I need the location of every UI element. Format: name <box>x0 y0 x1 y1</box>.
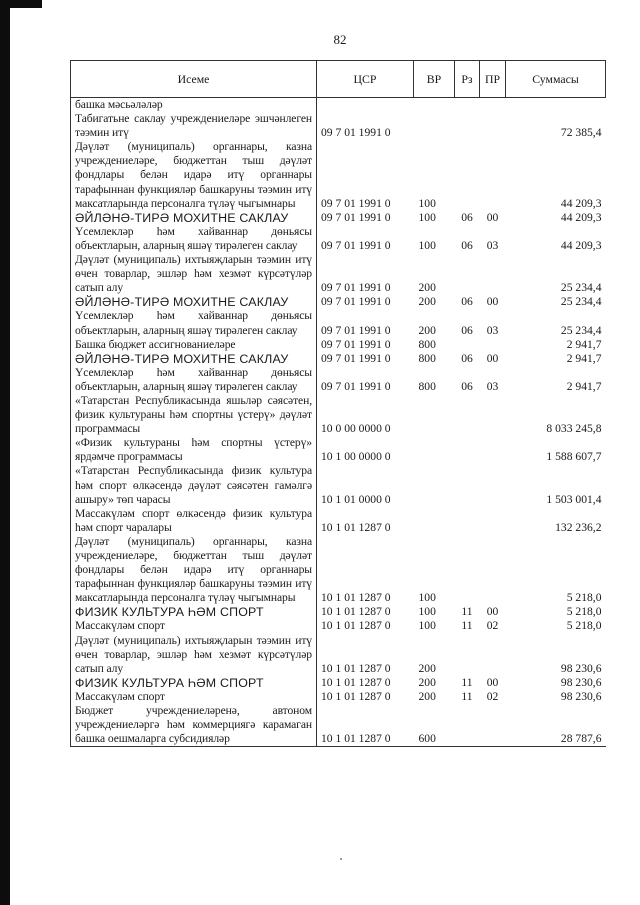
budget-table <box>70 60 606 747</box>
cell-vr <box>414 436 455 464</box>
table-row <box>71 690 606 704</box>
cell-sum: 2 941,7 <box>566 379 602 393</box>
table-row <box>71 98 606 141</box>
cell-name: Башка бюджет ассигнованиеләре <box>71 338 317 352</box>
cell-csr: 09 7 01 1991 0 <box>317 295 414 309</box>
cell-name: ӘЙЛӘНӘ-ТИРӘ МОХИТНЕ САКЛАУ <box>71 211 317 225</box>
cell-rz: 11 <box>461 675 473 689</box>
header-rz: Рз <box>455 61 480 98</box>
cell-sum: 25 234,4 <box>560 295 602 309</box>
cell-pr: 02 <box>486 619 499 633</box>
table-row <box>71 253 606 295</box>
cell-pr <box>480 98 506 141</box>
header-vr: ВР <box>414 61 455 98</box>
cell-csr: 09 7 01 1991 0 <box>317 338 414 352</box>
cell-name: Үсемлекләр һәм хайваннар дөньясы объектларын, аларның яшәү тирәлеген саклау <box>71 309 317 337</box>
cell-vr: 800 <box>418 379 436 393</box>
table-row <box>71 507 606 535</box>
cell-pr: 00 <box>486 675 499 689</box>
cell-rz <box>455 394 480 436</box>
cell-pr: 00 <box>486 351 499 365</box>
cell-csr: 10 1 00 0000 0 <box>317 436 414 464</box>
cell-name: «Татарстан Республикасында физик культура һәм спорт өлкәсендә дәүләт сәясәтен гамәлгә ашыру» төп чарасы <box>71 464 317 506</box>
cell-pr: 03 <box>486 323 499 337</box>
cell-rz: 11 <box>461 619 473 633</box>
cell-csr: 09 7 01 1991 0 <box>317 140 414 210</box>
cell-csr: 09 7 01 1991 0 <box>317 253 414 295</box>
header-name: Исеме <box>71 61 317 98</box>
table-section-row <box>71 295 606 309</box>
cell-sum: 2 941,7 <box>566 351 602 365</box>
cell-sum: 5 218,0 <box>566 605 602 619</box>
cell-rz <box>455 464 480 506</box>
cell-sum: 5 218,0 <box>566 619 602 633</box>
cell-pr <box>480 464 506 506</box>
cell-vr: 200 <box>418 281 436 295</box>
cell-rz <box>455 507 480 535</box>
cell-pr <box>480 140 506 210</box>
cell-name: Дәүләт (муниципаль) ихтыяҗларын тәэмин итү өчен товарлар, эшләр һәм хезмәт күрсәтүләр сатып алу <box>71 253 317 295</box>
cell-rz: 06 <box>461 379 473 393</box>
cell-pr <box>480 394 506 436</box>
cell-csr: 10 1 01 1287 0 <box>317 704 414 747</box>
cell-csr: 09 7 01 1991 0 <box>317 98 414 141</box>
header-sum: Суммасы <box>506 61 606 98</box>
cell-sum: 25 234,4 <box>560 323 602 337</box>
cell-csr: 10 1 01 0000 0 <box>317 464 414 506</box>
cell-rz <box>455 634 480 676</box>
cell-pr: 00 <box>486 295 499 309</box>
cell-rz <box>455 140 480 210</box>
cell-rz: 06 <box>461 210 473 224</box>
cell-rz: 11 <box>461 605 473 619</box>
table-section-row <box>71 605 606 619</box>
cell-sum: 5 218,0 <box>566 591 602 605</box>
table-row <box>71 704 606 747</box>
cell-name: ФИЗИК КУЛЬТУРА ҺӘМ СПОРТ <box>71 676 317 690</box>
cell-rz: 06 <box>461 351 473 365</box>
table-section-row <box>71 211 606 225</box>
cell-vr: 100 <box>418 238 436 252</box>
header-csr: ЦСР <box>317 61 414 98</box>
table-row <box>71 309 606 337</box>
cell-vr <box>414 394 455 436</box>
cell-csr: 09 7 01 1991 0 <box>317 309 414 337</box>
cell-sum: 98 230,6 <box>560 675 602 689</box>
cell-rz <box>455 436 480 464</box>
cell-vr: 200 <box>418 661 436 675</box>
cell-vr: 100 <box>418 196 436 210</box>
cell-pr <box>480 507 506 535</box>
cell-vr: 100 <box>418 605 436 619</box>
table-row <box>71 436 606 464</box>
cell-csr: 10 1 01 1287 0 <box>317 690 414 704</box>
cell-name: ӘЙЛӘНӘ-ТИРӘ МОХИТНЕ САКЛАУ <box>71 295 317 309</box>
cell-name: Массакүләм спорт <box>71 690 317 704</box>
table-row <box>71 225 606 253</box>
cell-name: Дәүләт (муниципаль) ихтыяҗларын тәэмин итү өчен товарлар, эшләр һәм хезмәт күрсәтүләр сатып алу <box>71 634 317 676</box>
cell-csr: 10 0 00 0000 0 <box>317 394 414 436</box>
cell-sum: 1 503 001,4 <box>546 492 602 506</box>
cell-rz <box>455 535 480 605</box>
cell-csr: 10 1 01 1287 0 <box>317 619 414 633</box>
table-row <box>71 140 606 210</box>
cell-name: башка мәсьәләләр Табигатьне саклау учреждениеләре эшчәнлеген тәэмин итү <box>71 98 317 141</box>
table-row <box>71 394 606 436</box>
cell-sum: 44 209,3 <box>560 210 602 224</box>
cell-sum: 8 033 245,8 <box>546 422 602 436</box>
cell-rz: 06 <box>461 295 473 309</box>
cell-pr: 00 <box>486 605 499 619</box>
cell-pr <box>480 253 506 295</box>
cell-csr: 09 7 01 1991 0 <box>317 352 414 366</box>
cell-name: Массакүләм спорт <box>71 619 317 633</box>
cell-vr <box>414 98 455 141</box>
cell-pr: 00 <box>486 210 499 224</box>
cell-vr: 100 <box>418 210 436 224</box>
table-row <box>71 338 606 352</box>
cell-vr <box>414 464 455 506</box>
cell-vr: 200 <box>418 689 436 703</box>
cell-rz: 11 <box>461 689 473 703</box>
cell-csr: 09 7 01 1991 0 <box>317 225 414 253</box>
table-row <box>71 366 606 394</box>
cell-sum: 72 385,4 <box>560 126 602 140</box>
cell-pr: 03 <box>486 238 499 252</box>
scan-speck <box>340 858 342 860</box>
cell-sum: 44 209,3 <box>560 196 602 210</box>
cell-rz <box>455 338 480 352</box>
cell-name: Үсемлекләр һәм хайваннар дөньясы объектларын, аларның яшәү тирәлеген саклау <box>71 366 317 394</box>
cell-name: «Татарстан Республикасында яшьләр сәясәтен, физик культураны һәм спортны үстерү» дәүләт программасы <box>71 394 317 436</box>
cell-name: «Физик культураны һәм спортны үстерү» ярдәмче программасы <box>71 436 317 464</box>
scan-corner-shadow <box>0 0 42 8</box>
cell-sum: 2 941,7 <box>566 337 602 351</box>
cell-rz <box>455 98 480 141</box>
cell-csr: 09 7 01 1991 0 <box>317 366 414 394</box>
cell-pr <box>480 436 506 464</box>
cell-name: Дәүләт (муниципаль) органнары, казна учреждениеләре, бюджеттан тыш дәүләт фондлары белән идарә итү органнары тарафыннан функцияләр башкаруны тәэмин итү максатларында персоналга түләү чыгымнары <box>71 535 317 605</box>
table-row <box>71 619 606 633</box>
cell-pr <box>480 535 506 605</box>
table-row <box>71 464 606 506</box>
cell-vr: 200 <box>418 295 436 309</box>
cell-pr: 03 <box>486 379 499 393</box>
cell-sum: 132 236,2 <box>555 520 602 534</box>
cell-rz: 06 <box>461 238 473 252</box>
cell-sum: 98 230,6 <box>560 661 602 675</box>
table-section-row <box>71 352 606 366</box>
cell-vr: 100 <box>418 619 436 633</box>
header-pr: ПР <box>480 61 506 98</box>
cell-vr: 800 <box>418 337 436 351</box>
table-row <box>71 535 606 605</box>
page-number: 82 <box>333 32 347 47</box>
cell-name: Бюджет учреждениеләренә, автоном учреждениеләргә һәм коммерциягә карамаган башка оешмаларга субсидияләр <box>71 704 317 747</box>
cell-csr: 10 1 01 1287 0 <box>317 676 414 690</box>
cell-csr: 10 1 01 1287 0 <box>317 605 414 619</box>
cell-rz <box>455 253 480 295</box>
cell-pr <box>480 634 506 676</box>
cell-sum: 28 787,6 <box>506 704 606 747</box>
cell-vr: 600 <box>414 704 455 747</box>
cell-name: Үсемлекләр һәм хайваннар дөньясы объектларын, аларның яшәү тирәлеген саклау <box>71 225 317 253</box>
cell-vr: 100 <box>418 591 436 605</box>
table-body <box>71 98 606 747</box>
cell-name: Дәүләт (муниципаль) органнары, казна учреждениеләре, бюджеттан тыш дәүләт фондлары белән идарә итү органнары тарафыннан функцияләр башкаруны тәэмин итү максатларында персоналга түләү чыгымнары <box>71 140 317 210</box>
cell-csr: 09 7 01 1991 0 <box>317 211 414 225</box>
cell-vr: 800 <box>418 351 436 365</box>
cell-name: ӘЙЛӘНӘ-ТИРӘ МОХИТНЕ САКЛАУ <box>71 352 317 366</box>
table-header-row <box>71 61 606 98</box>
table-section-row <box>71 676 606 690</box>
table-row <box>71 634 606 676</box>
cell-csr: 10 1 01 1287 0 <box>317 507 414 535</box>
cell-sum: 98 230,6 <box>560 689 602 703</box>
cell-rz <box>455 704 480 747</box>
cell-rz: 06 <box>461 323 473 337</box>
cell-sum: 1 588 607,7 <box>546 450 602 464</box>
cell-vr: 200 <box>418 675 436 689</box>
cell-csr: 10 1 01 1287 0 <box>317 634 414 676</box>
cell-name: Массакүләм спорт өлкәсендә физик культура һәм спорт чаралары <box>71 507 317 535</box>
cell-sum: 25 234,4 <box>560 281 602 295</box>
cell-vr <box>414 507 455 535</box>
cell-pr: 02 <box>486 689 499 703</box>
cell-vr: 200 <box>418 323 436 337</box>
cell-sum: 44 209,3 <box>560 238 602 252</box>
cell-pr <box>480 338 506 352</box>
cell-pr <box>480 704 506 747</box>
cell-csr: 10 1 01 1287 0 <box>317 535 414 605</box>
cell-name: ФИЗИК КУЛЬТУРА ҺӘМ СПОРТ <box>71 605 317 619</box>
scan-edge-shadow <box>0 0 10 905</box>
